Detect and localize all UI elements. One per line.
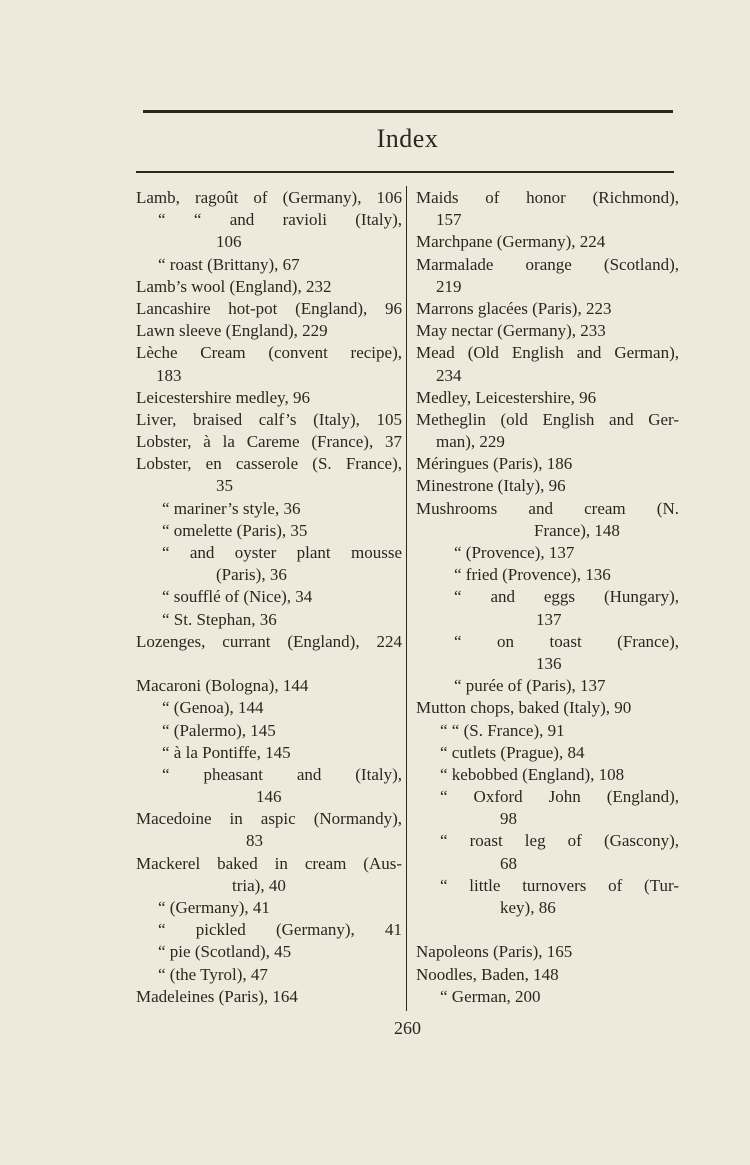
index-entry: 68 [500, 853, 517, 873]
index-entry: “ (Palermo), 145 [162, 720, 276, 740]
index-entry: “ little turnovers of (Tur- [440, 875, 679, 895]
index-entry: 146 [256, 787, 282, 807]
index-entry: Lancashire hot-pot (England), 96 [136, 298, 402, 318]
index-entry: 137 [536, 609, 562, 629]
index-entry: Liver, braised calf’s (Italy), 105 [136, 409, 402, 429]
index-entry: France), 148 [534, 520, 620, 540]
index-entry: man), 229 [436, 432, 505, 452]
index-entry: Lèche Cream (convent recipe), [136, 343, 402, 363]
index-entry: “ German, 200 [440, 986, 541, 1006]
index-entry: “ on toast (France), [454, 631, 679, 651]
page-number: 260 [394, 1018, 421, 1038]
index-entry: “ pickled (Germany), 41 [158, 920, 402, 940]
index-entry: “ soufflé of (Nice), 34 [162, 587, 313, 607]
page-title: Index [376, 124, 439, 153]
index-entry: May nectar (Germany), 233 [416, 321, 606, 341]
index-entry: Lobster, en casserole (S. France), [136, 454, 402, 474]
index-entry: “ roast leg of (Gascony), [440, 831, 679, 851]
index-entry: 136 [536, 653, 562, 673]
index-entry: 234 [436, 365, 462, 385]
index-entry: “ omelette (Paris), 35 [162, 520, 308, 540]
index-entry: “ and eggs (Hungary), [454, 587, 679, 607]
index-entry: “ pheasant and (Italy), [162, 764, 402, 784]
index-entry: 35 [216, 476, 233, 496]
index-entry: Marrons glacées (Paris), 223 [416, 298, 612, 318]
index-entry: Marmalade orange (Scotland), [416, 254, 679, 274]
section-spacer [136, 653, 402, 675]
index-entry: Mead (Old English and German), [416, 343, 679, 363]
index-entry: “ St. Stephan, 36 [162, 609, 277, 629]
index-entry: 98 [500, 809, 517, 829]
index-entry: “ kebobbed (England), 108 [440, 764, 625, 784]
index-entry: Medley, Leicestershire, 96 [416, 387, 597, 407]
index-entry: Marchpane (Germany), 224 [416, 232, 606, 252]
index-entry: Mutton chops, baked (Italy), 90 [416, 698, 632, 718]
index-entry: Leicestershire medley, 96 [136, 387, 311, 407]
index-entry: “ Oxford John (England), [440, 787, 679, 807]
index-entry: “ purée of (Paris), 137 [454, 676, 606, 696]
index-entry: 219 [436, 276, 462, 296]
index-entry: Madeleines (Paris), 164 [136, 986, 298, 1006]
index-entry: Mushrooms and cream (N. [416, 498, 679, 518]
index-entry: “ (Provence), 137 [454, 543, 575, 562]
index-column-left [136, 187, 402, 1008]
header-bottom-rule [136, 171, 674, 173]
index-entry: “ à la Pontiffe, 145 [162, 742, 291, 762]
index-entry: “ pie (Scotland), 45 [158, 942, 292, 962]
index-entry: Lamb, ragoût of (Germany), 106 [136, 188, 402, 207]
index-entry: “ and oyster plant mousse [162, 543, 402, 562]
index-entry: Napoleons (Paris), 165 [416, 942, 573, 962]
index-entry: “ roast (Brittany), 67 [158, 254, 300, 274]
header-top-rule [143, 110, 673, 113]
index-entry: “ cutlets (Prague), 84 [440, 742, 585, 762]
index-entry: Lozenges, currant (England), 224 [136, 631, 402, 651]
index-entry: “ (Genoa), 144 [162, 698, 264, 718]
index-entry: Metheglin (old English and Ger- [416, 409, 679, 429]
index-entry: 183 [156, 365, 182, 385]
index-entry: “ fried (Provence), 136 [454, 565, 611, 585]
index-entry: Lamb’s wool (England), 232 [136, 276, 332, 296]
index-entry: tria), 40 [232, 875, 286, 895]
index-entry: 157 [436, 210, 462, 230]
index-entry: Macaroni (Bologna), 144 [136, 676, 309, 696]
index-entry: Mackerel baked in cream (Aus- [136, 853, 402, 873]
index-entry: Maids of honor (Richmond), [416, 188, 679, 207]
index-entry: 83 [246, 831, 263, 851]
index-entry: Minestrone (Italy), 96 [416, 476, 566, 496]
index-entry: “ (Germany), 41 [158, 898, 270, 917]
index-entry: key), 86 [500, 898, 556, 917]
index-entry: Macedoine in aspic (Normandy), [136, 809, 402, 829]
index-entry: “ “ and ravioli (Italy), [158, 210, 402, 230]
index-entry: Méringues (Paris), 186 [416, 454, 573, 474]
index-entry: Lawn sleeve (England), 229 [136, 321, 328, 341]
column-divider [406, 186, 407, 1011]
index-entry: Lobster, à la Careme (France), 37 [136, 432, 402, 452]
section-spacer [416, 919, 679, 941]
index-entry: “ “ (S. France), 91 [440, 720, 565, 740]
index-column-right [416, 187, 679, 1008]
index-entry: Noodles, Baden, 148 [416, 964, 559, 984]
index-entry: 106 [216, 232, 242, 252]
index-entry: “ (the Tyrol), 47 [158, 964, 268, 984]
index-entry: (Paris), 36 [216, 565, 287, 585]
index-entry: “ mariner’s style, 36 [162, 498, 301, 518]
